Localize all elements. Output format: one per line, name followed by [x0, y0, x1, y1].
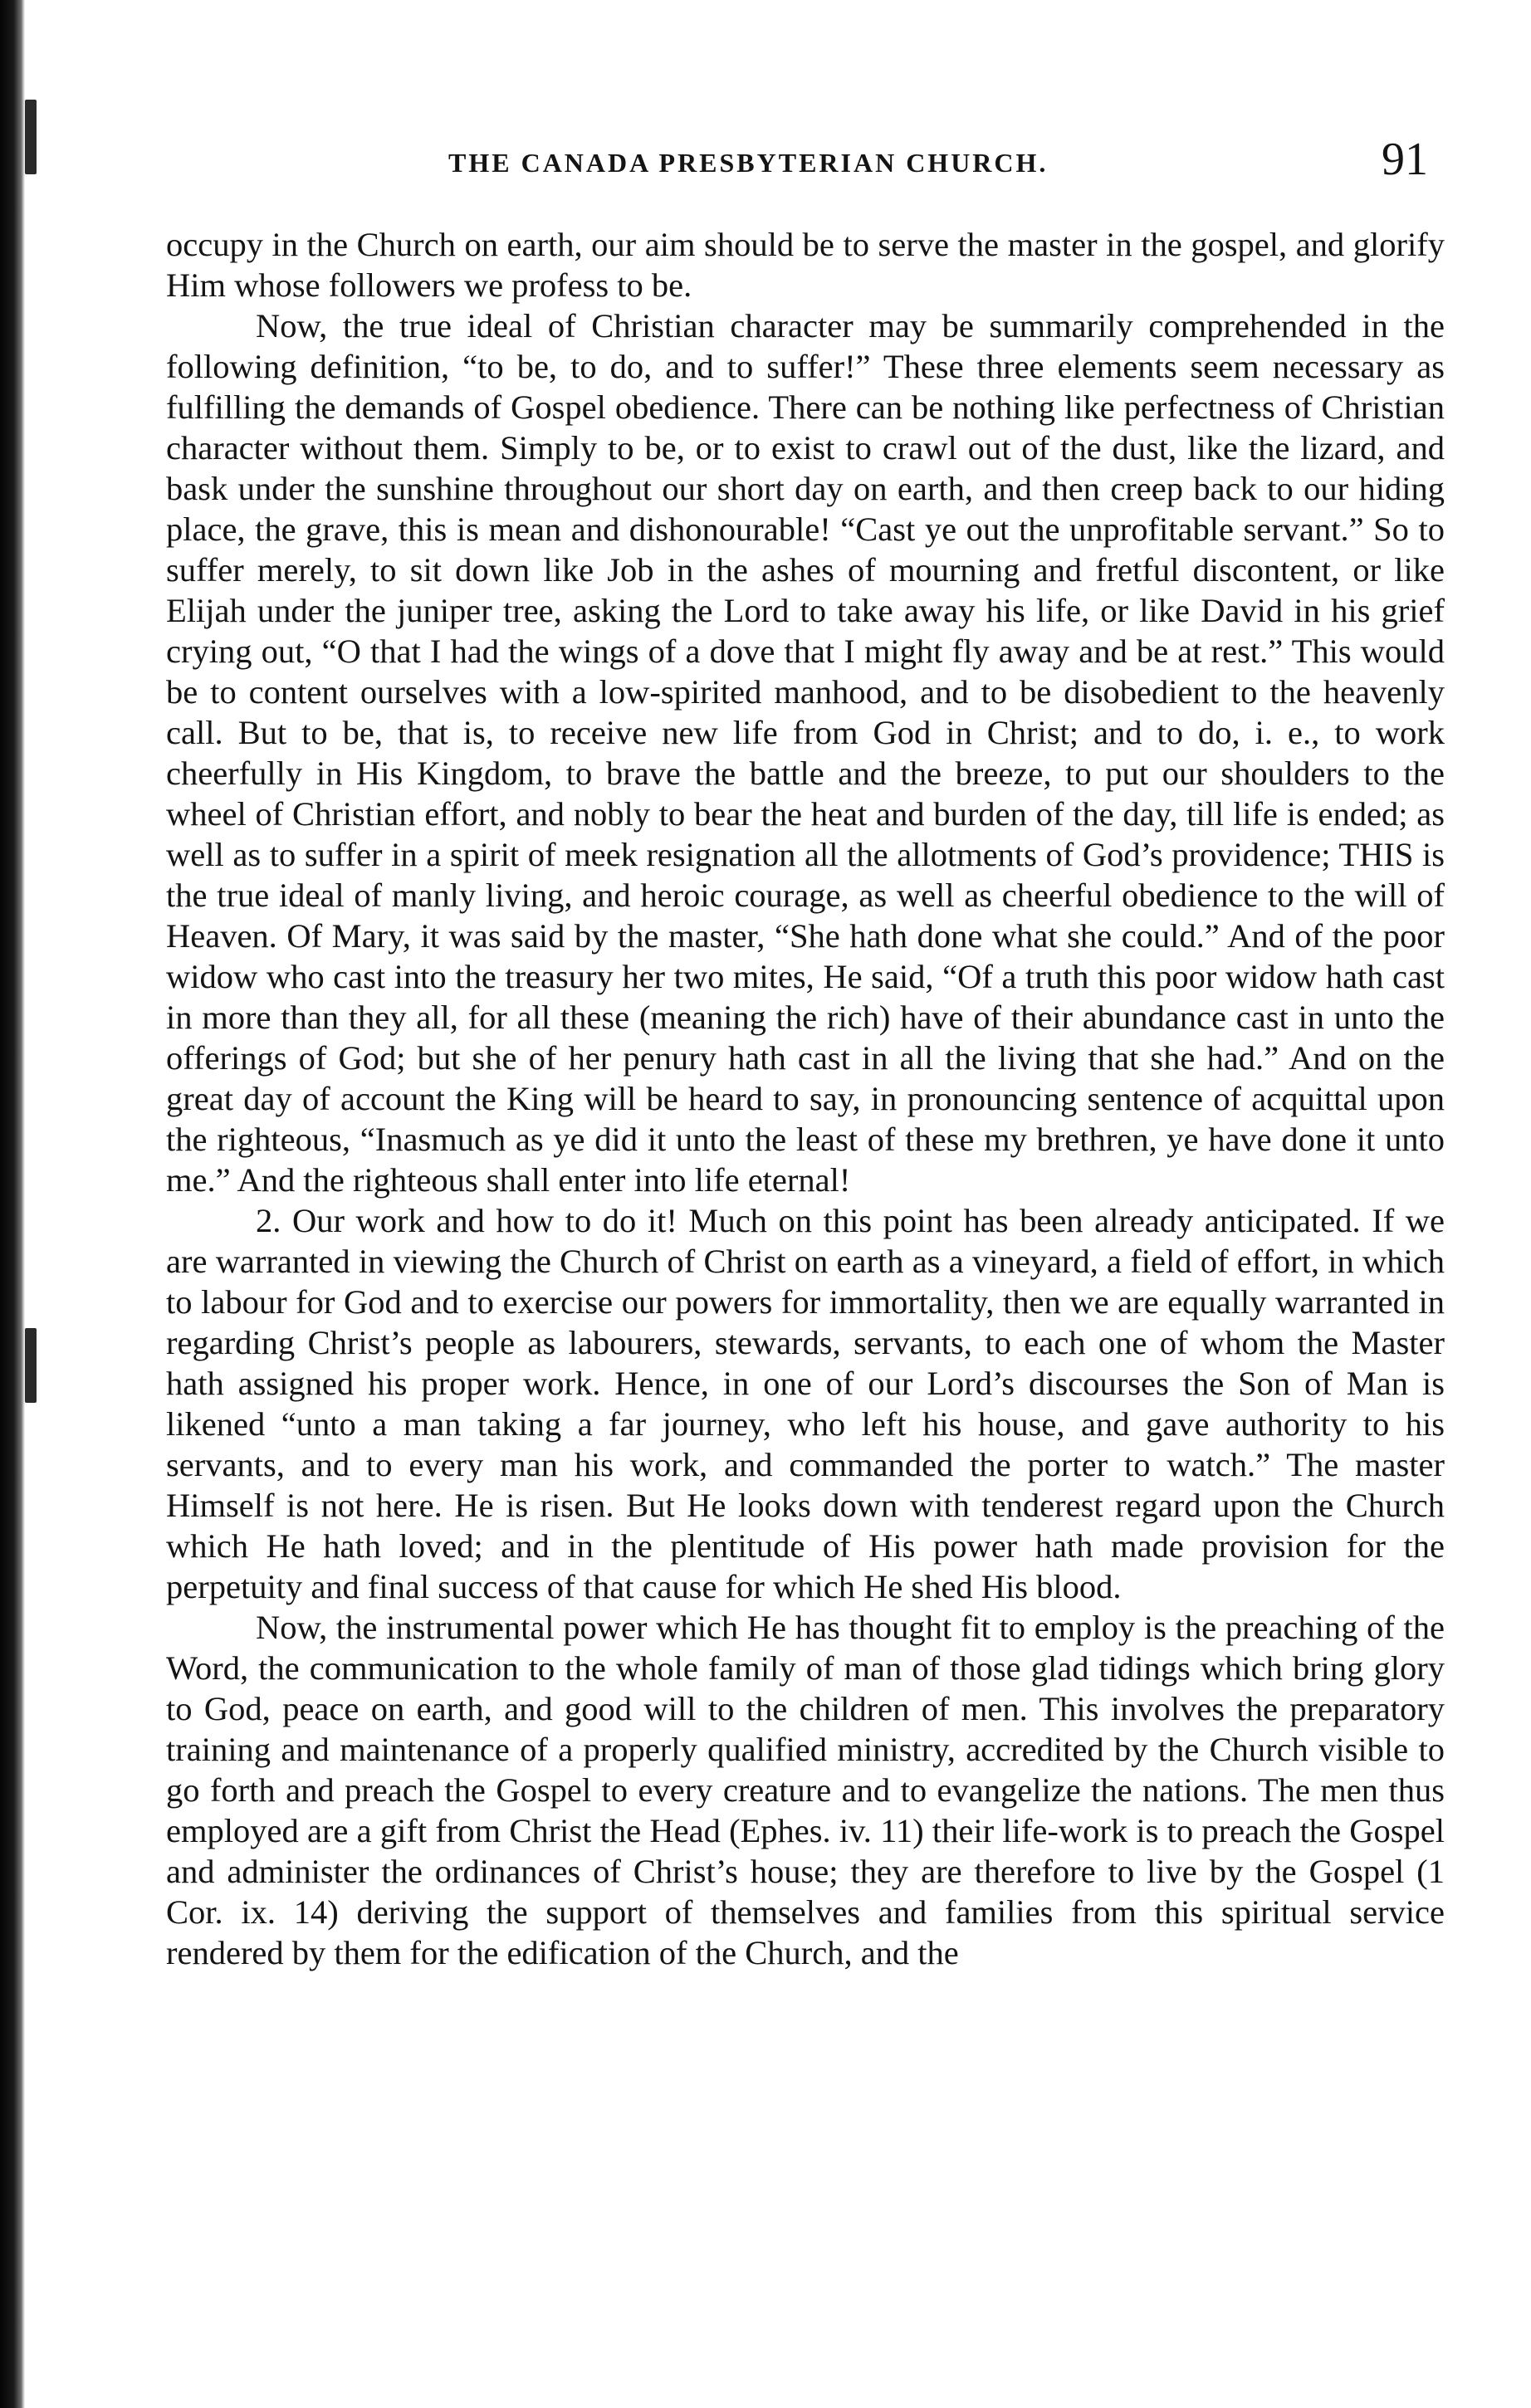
running-head-title: THE CANADA PRESBYTERIAN CHURCH.: [448, 148, 1049, 178]
paragraph: 2. Our work and how to do it! Much on this point has been already anticipated. If we are warranted in viewing the Church of Christ on earth as a vineyard, a field of effort, in which to labour for God and to exercise our powers for immortality, then we are equally warranted in regarding Christ’s people as labourers, stewards, servants, to each one of whom the Master hath assigned his proper work. Hence, in one of our Lord’s discourses the Son of Man is likened “unto a man taking a far journey, who left his house, and gave authority to his servants, and to every man his work, and commanded the porter to watch.” The master Himself is not here. He is risen. But He looks down with tenderest regard upon the Church which He hath loved; and in the plentitude of His power hath made provision for the perpetuity and final success of that cause for which He shed His blood.: [166, 1202, 1445, 1605]
body-text: [166, 224, 1445, 1973]
running-head: [166, 133, 1445, 191]
paragraph: Now, the instrumental power which He has thought fit to employ is the preaching of the Word, the communication to the whole family of man of those glad tidings which bring glory to God, peace on earth, and good will to the children of men. This involves the preparatory training and maintenance of a properly qualified ministry, accredited by the Church visible to go forth and preach the Gospel to every creature and to evangelize the nations. The men thus employed are a gift from Christ the Head (Ephes. iv. 11) their life-work is to preach the Gospel and administer the ordinances of Christ’s house; they are therefore to live by the Gospel (1 Cor. ix. 14) deriving the support of themselves and families from this spiritual service rendered by them for the edification of the Church, and the: [166, 1609, 1445, 1971]
book-page: [166, 133, 1445, 1973]
binding-mark: [25, 100, 37, 174]
page-number: 91: [1382, 134, 1428, 185]
page-binding-edge: [0, 0, 25, 2408]
paragraph: Now, the true ideal of Christian character may be summarily comprehended in the following definition, “to be, to do, and to suffer!” These three elements seem necessary as fulfilling the demands of Gospel obedience. There can be nothing like perfectness of Christian character without them. Simply to be, or to exist to crawl out of the dust, like the lizard, and bask under the sunshine throughout our short day on earth, and then creep back to our hiding place, the grave, this is mean and dishonourable! “Cast ye out the unprofitable servant.” So to suffer merely, to sit down like Job in the ashes of mourning and fretful discontent, or like Elijah under the juniper tree, asking the Lord to take away his life, or like David in his grief crying out, “O that I had the wings of a dove that I might fly away and be at rest.” This would be to content ourselves with a low-spirited manhood, and to be disobedient to the heavenly call. But to be, that is, to receive new life from God in Christ; and to do, i. e., to work cheerfully in His Kingdom, to brave the battle and the breeze, to put our shoulders to the wheel of Christian effort, and nobly to bear the heat and burden of the day, till life is ended; as well as to suffer in a spirit of meek resignation all the allotments of God’s providence; THIS is the true ideal of manly living, and heroic courage, as well as cheerful obedience to the will of Heaven. Of Mary, it was said by the master, “She hath done what she could.” And of the poor widow who cast into the treasury her two mites, He said, “Of a truth this poor widow hath cast in more than they all, for all these (meaning the rich) have of their abundance cast in unto the offerings of God; but she of her penury hath cast in all the living that she had.” And on the great day of account the King will be heard to say, in pronouncing sentence of acquittal upon the righteous, “Inasmuch as ye did it unto the least of these my brethren, ye have done it unto me.” And the righteous shall enter into life eternal!: [166, 307, 1445, 1199]
paragraph: occupy in the Church on earth, our aim should be to serve the master in the gospel, and glorify Him whose followers we profess to be.: [166, 226, 1445, 304]
binding-mark: [25, 1328, 37, 1403]
